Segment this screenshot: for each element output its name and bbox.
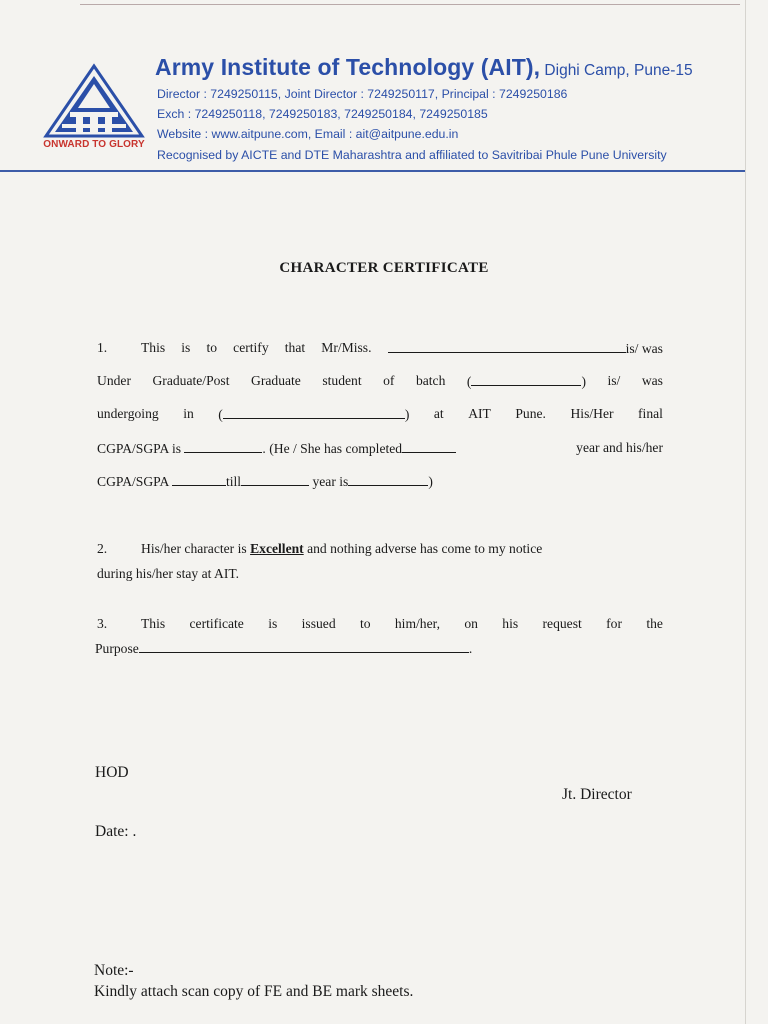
hod-signature-label: HOD bbox=[95, 764, 129, 781]
p1-line-3: undergoing in ( ) at AIT Pune. His/Her final bbox=[97, 406, 663, 422]
recognition-line: Recognised by AICTE and DTE Maharashtra and affiliated to Savitribai Phule Pune University bbox=[157, 148, 667, 162]
p1-line-4: CGPA/SGPA is . (He / She has completed year and his/her bbox=[97, 440, 663, 456]
note-heading: Note:- bbox=[94, 962, 134, 979]
p1-line-5: CGPA/SGPA till year is ) bbox=[97, 474, 433, 489]
final-cgpa-blank[interactable] bbox=[184, 440, 262, 453]
name-blank[interactable] bbox=[388, 340, 626, 353]
p1-line-1: 1. This is to certify that Mr/Miss. is/ was bbox=[97, 340, 663, 356]
p1-line-2: Under Graduate/Post Graduate student of batch ( ) is/ was bbox=[97, 373, 663, 389]
jt-director-signature-label: Jt. Director bbox=[562, 786, 632, 803]
course-blank[interactable] bbox=[223, 406, 405, 419]
batch-blank[interactable] bbox=[471, 373, 581, 386]
excellent-rating: Excellent bbox=[250, 541, 304, 556]
certificate-title: CHARACTER CERTIFICATE bbox=[279, 260, 489, 276]
year-completed-blank[interactable] bbox=[402, 440, 456, 453]
contact-exchange: Exch : 7249250118, 7249250183, 7249250184, 7249250185 bbox=[157, 107, 488, 121]
website-email: Website : www.aitpune.com, Email : ait@aitpune.edu.in bbox=[157, 127, 459, 141]
letterhead-divider bbox=[0, 170, 745, 172]
year-blank[interactable] bbox=[348, 473, 428, 486]
till-blank[interactable] bbox=[241, 473, 309, 486]
top-edge-line bbox=[80, 4, 740, 5]
purpose-blank[interactable] bbox=[139, 640, 469, 653]
note-text: Kindly attach scan copy of FE and BE mark sheets. bbox=[94, 983, 414, 1000]
institute-name: Army Institute of Technology (AIT), Dighi Camp, Pune-15 bbox=[155, 54, 693, 80]
p2-line-2: during his/her stay at AIT. bbox=[97, 566, 240, 581]
p3-line-2: Purpose . bbox=[95, 641, 473, 656]
motto: ONWARD TO GLORY bbox=[43, 139, 145, 150]
page-edge bbox=[745, 0, 746, 1024]
contact-directors: Director : 7249250115, Joint Director : 7249250117, Principal : 7249250186 bbox=[157, 87, 568, 101]
p3-line-1: 3. This certificate is issued to him/her, on his request for the bbox=[97, 616, 663, 631]
date-label: Date: . bbox=[95, 823, 137, 840]
cgpa-blank[interactable] bbox=[172, 473, 226, 486]
p2-line-1: 2. His/her character is Excellent and nothing adverse has come to my notice bbox=[97, 541, 543, 556]
